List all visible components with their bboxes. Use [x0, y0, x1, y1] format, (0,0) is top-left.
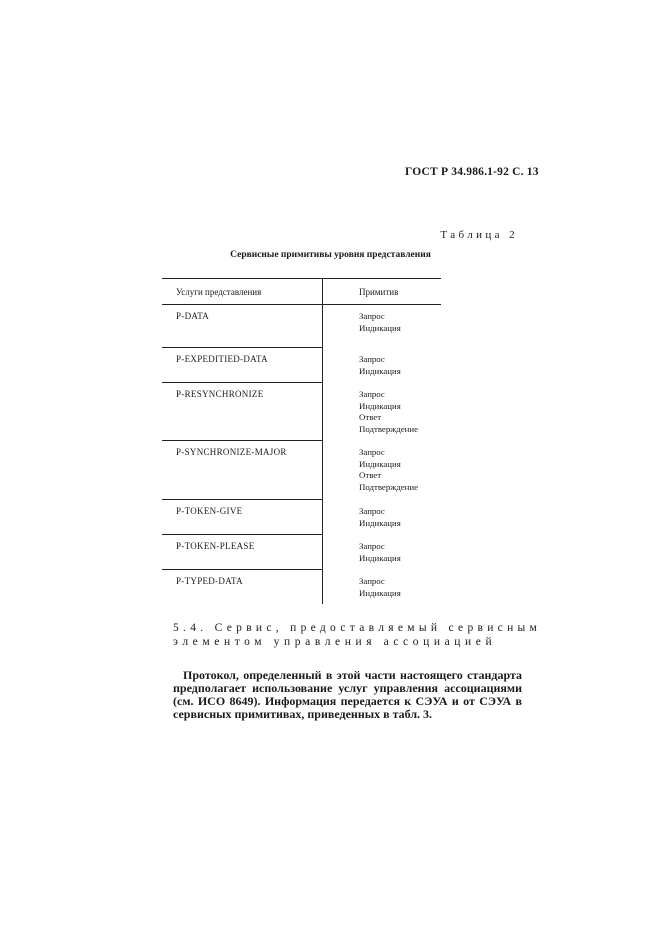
- primitive-item: Запрос: [359, 576, 385, 586]
- table-row: [162, 383, 441, 441]
- primitive-list: [359, 354, 401, 377]
- primitive-item: Запрос: [359, 447, 385, 457]
- primitive-item: Запрос: [359, 541, 385, 551]
- page-header: ГОСТ Р 34.986.1-92 С. 13: [405, 166, 539, 178]
- service-name: P-TOKEN-PLEASE: [176, 541, 255, 551]
- table-top-rule: [162, 278, 441, 279]
- service-name: P-EXPEDITIED-DATA: [176, 354, 268, 364]
- primitive-list: [359, 447, 418, 493]
- service-name: P-RESYNCHRONIZE: [176, 389, 264, 399]
- primitive-item: Запрос: [359, 354, 385, 364]
- primitive-list: [359, 311, 401, 334]
- column-header-primitive: Примитив: [359, 287, 399, 297]
- primitive-item: Индикация: [359, 458, 401, 469]
- column-header-service: Услуги представления: [176, 287, 262, 297]
- table-row: [162, 535, 441, 570]
- service-name: P-SYNCHRONIZE-MAJOR: [176, 447, 287, 457]
- primitive-item: Запрос: [359, 389, 385, 399]
- body-paragraph: Протокол, определенный в этой части настоящего стандарта предполагает использование услуг управления ассоциациями (см. ИСО 8649). Информация передается к СЭУА и от СЭУА в сервисных примитивах, приведенных в табл. 3.: [173, 668, 522, 721]
- primitive-item: Индикация: [359, 587, 401, 598]
- table-row: [162, 305, 441, 348]
- primitive-list: [359, 576, 401, 599]
- primitive-item: Запрос: [359, 311, 385, 321]
- service-name: P-TOKEN-GIVE: [176, 506, 243, 516]
- primitive-item: Запрос: [359, 506, 385, 516]
- section-heading-line: 5.4. Сервис, предоставляемый сервисным: [173, 622, 542, 634]
- table-row: [162, 348, 441, 383]
- primitive-list: [359, 389, 418, 435]
- table-row: [162, 441, 441, 500]
- section-heading-line: элементом управления ассоциацией: [173, 636, 497, 648]
- primitive-item: Индикация: [359, 365, 401, 376]
- primitive-item: Индикация: [359, 517, 401, 528]
- primitive-item: Индикация: [359, 552, 401, 563]
- table-caption: Сервисные примитивы уровня представления: [230, 250, 431, 260]
- table-label: Таблица 2: [440, 229, 518, 241]
- primitive-list: [359, 506, 401, 529]
- primitive-item: Подтверждение: [359, 481, 419, 492]
- service-name: P-DATA: [176, 311, 210, 321]
- primitive-item: Ответ: [359, 470, 382, 481]
- primitive-item: Индикация: [359, 322, 401, 333]
- table-row: [162, 570, 441, 604]
- table-row: [162, 500, 441, 535]
- primitive-item: Индикация: [359, 400, 401, 411]
- primitive-item: Ответ: [359, 412, 382, 423]
- service-name: P-TYPED-DATA: [176, 576, 243, 586]
- primitive-item: Подтверждение: [359, 423, 419, 434]
- section-heading: [173, 621, 542, 649]
- primitive-list: [359, 541, 401, 564]
